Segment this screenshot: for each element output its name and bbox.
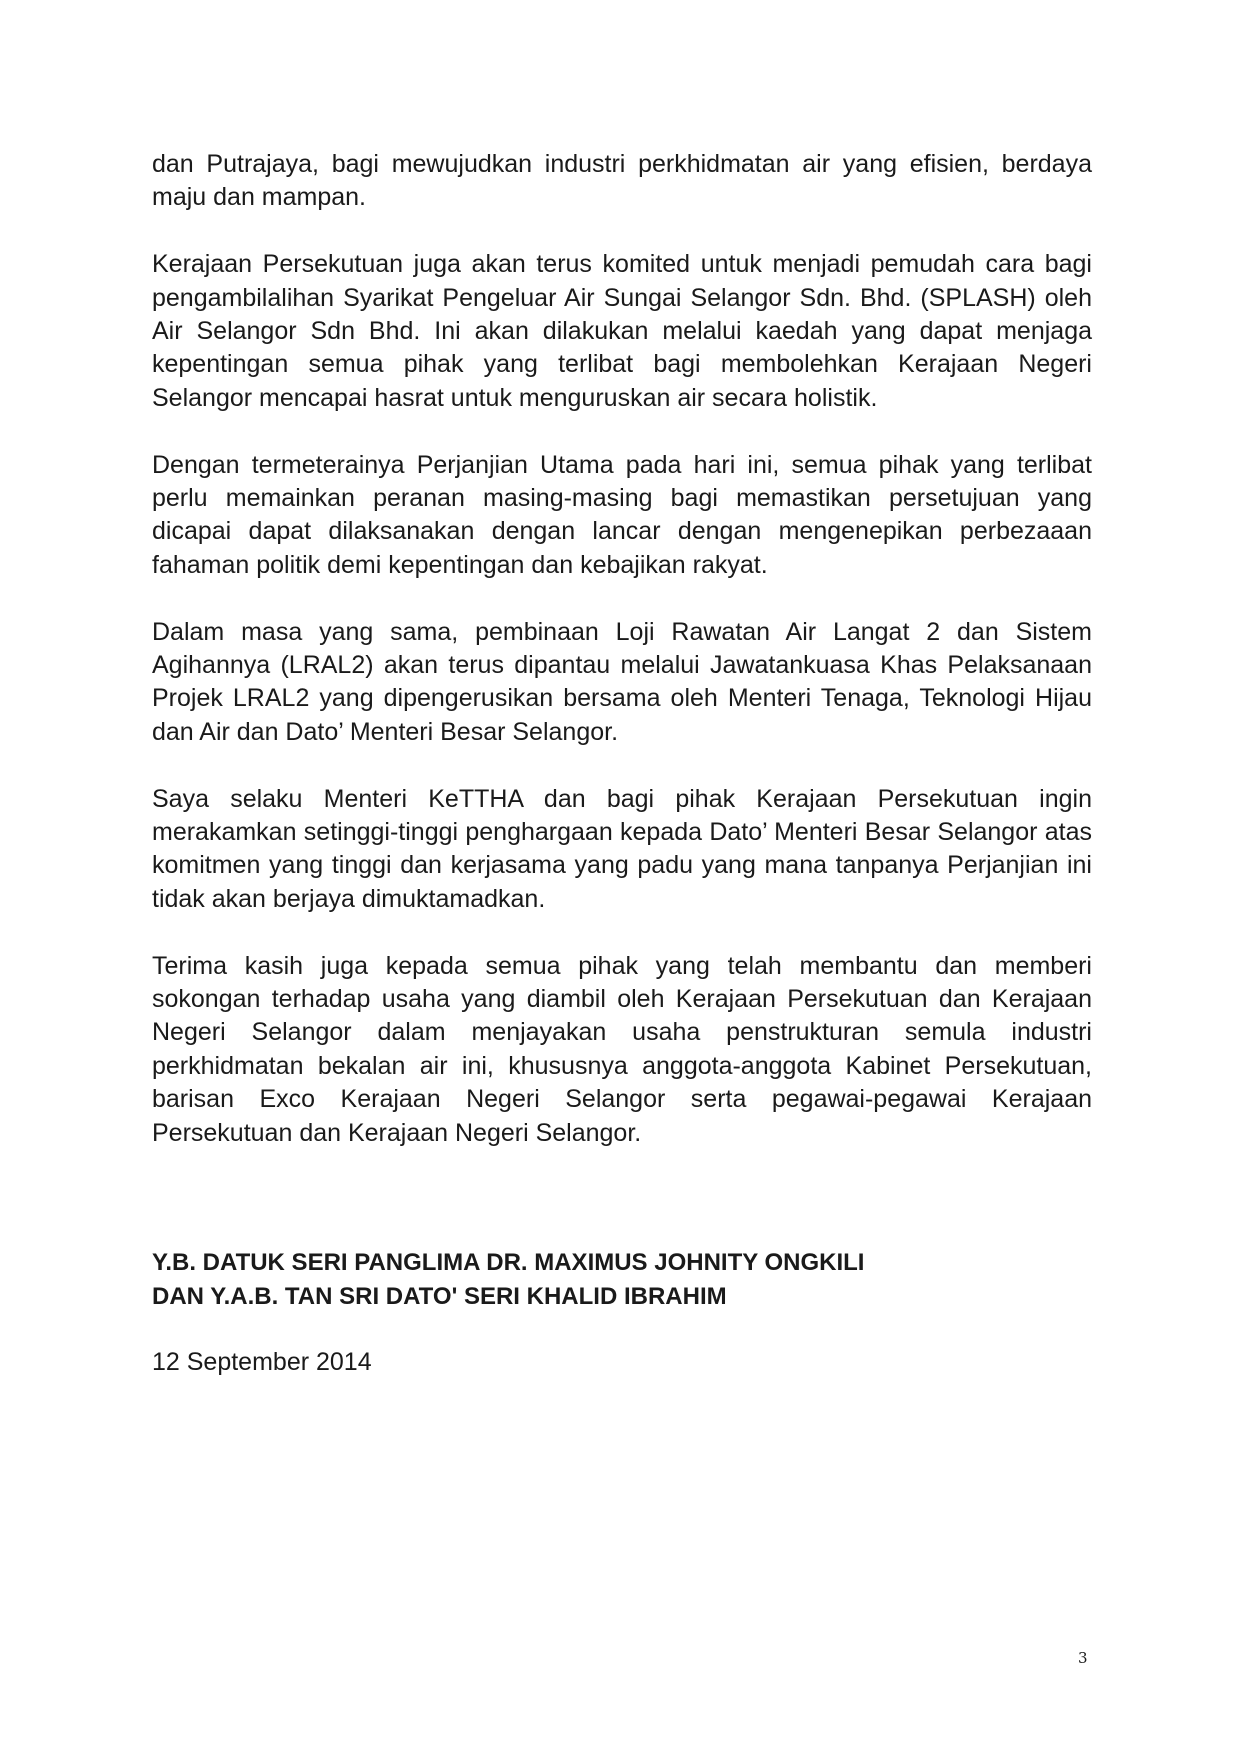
paragraph-1: dan Putrajaya, bagi mewujudkan industri perkhidmatan air yang efisien, berdaya maju dan mampan. <box>152 150 1092 212</box>
signatory-line-1: Y.B. DATUK SERI PANGLIMA DR. MAXIMUS JOHNITY ONGKILI <box>152 1249 865 1277</box>
page-number: 3 <box>1078 1649 1088 1667</box>
paragraph-5: Saya selaku Menteri KeTTHA dan bagi pihak Kerajaan Persekutuan ingin merakamkan setinggi-tinggi penghargaan kepada Dato’ Menteri Besar Selangor atas komitmen yang tinggi dan kerjasama yang padu yang mana tanpanya Perjanjian ini tidak akan berjaya dimuktamadkan. <box>152 784 1092 913</box>
signature-block <box>152 1246 1092 1313</box>
document-date: 12 September 2014 <box>152 1348 372 1377</box>
document-body <box>152 148 1092 1380</box>
paragraph-6: Terima kasih juga kepada semua pihak yang telah membantu dan memberi sokongan terhadap usaha yang diambil oleh Kerajaan Persekutuan dan Kerajaan Negeri Selangor dalam menjayakan usaha penstrukturan semula industri perkhidmatan bekalan air ini, khususnya anggota-anggota Kabinet Persekutuan, barisan Exco Kerajaan Negeri Selangor serta pegawai-pegawai Kerajaan Persekutuan dan Kerajaan Negeri Selangor. <box>152 951 1092 1147</box>
paragraph-3: Dengan termeterainya Perjanjian Utama pada hari ini, semua pihak yang terlibat perlu memainkan peranan masing-masing bagi memastikan persetujuan yang dicapai dapat dilaksanakan dengan lancar dengan mengenepikan perbezaaan fahaman politik demi kepentingan dan kebajikan rakyat. <box>152 450 1092 579</box>
paragraph-2: Kerajaan Persekutuan juga akan terus komited untuk menjadi pemudah cara bagi pengambilalihan Syarikat Pengeluar Air Sungai Selangor Sdn. Bhd. (SPLASH) oleh Air Selangor Sdn Bhd. Ini akan dilakukan melalui kaedah yang dapat menjaga kepentingan semua pihak yang terlibat bagi membolehkan Kerajaan Negeri Selangor mencapai hasrat untuk menguruskan air secara holistik. <box>152 250 1092 412</box>
paragraph-4: Dalam masa yang sama, pembinaan Loji Rawatan Air Langat 2 dan Sistem Agihannya (LRAL2) akan terus dipantau melalui Jawatankuasa Khas Pelaksanaan Projek LRAL2 yang dipengerusikan bersama oleh Menteri Tenaga, Teknologi Hijau dan Air dan Dato’ Menteri Besar Selangor. <box>152 617 1092 746</box>
signatory-line-2: DAN Y.A.B. TAN SRI DATO' SERI KHALID IBRAHIM <box>152 1282 727 1310</box>
